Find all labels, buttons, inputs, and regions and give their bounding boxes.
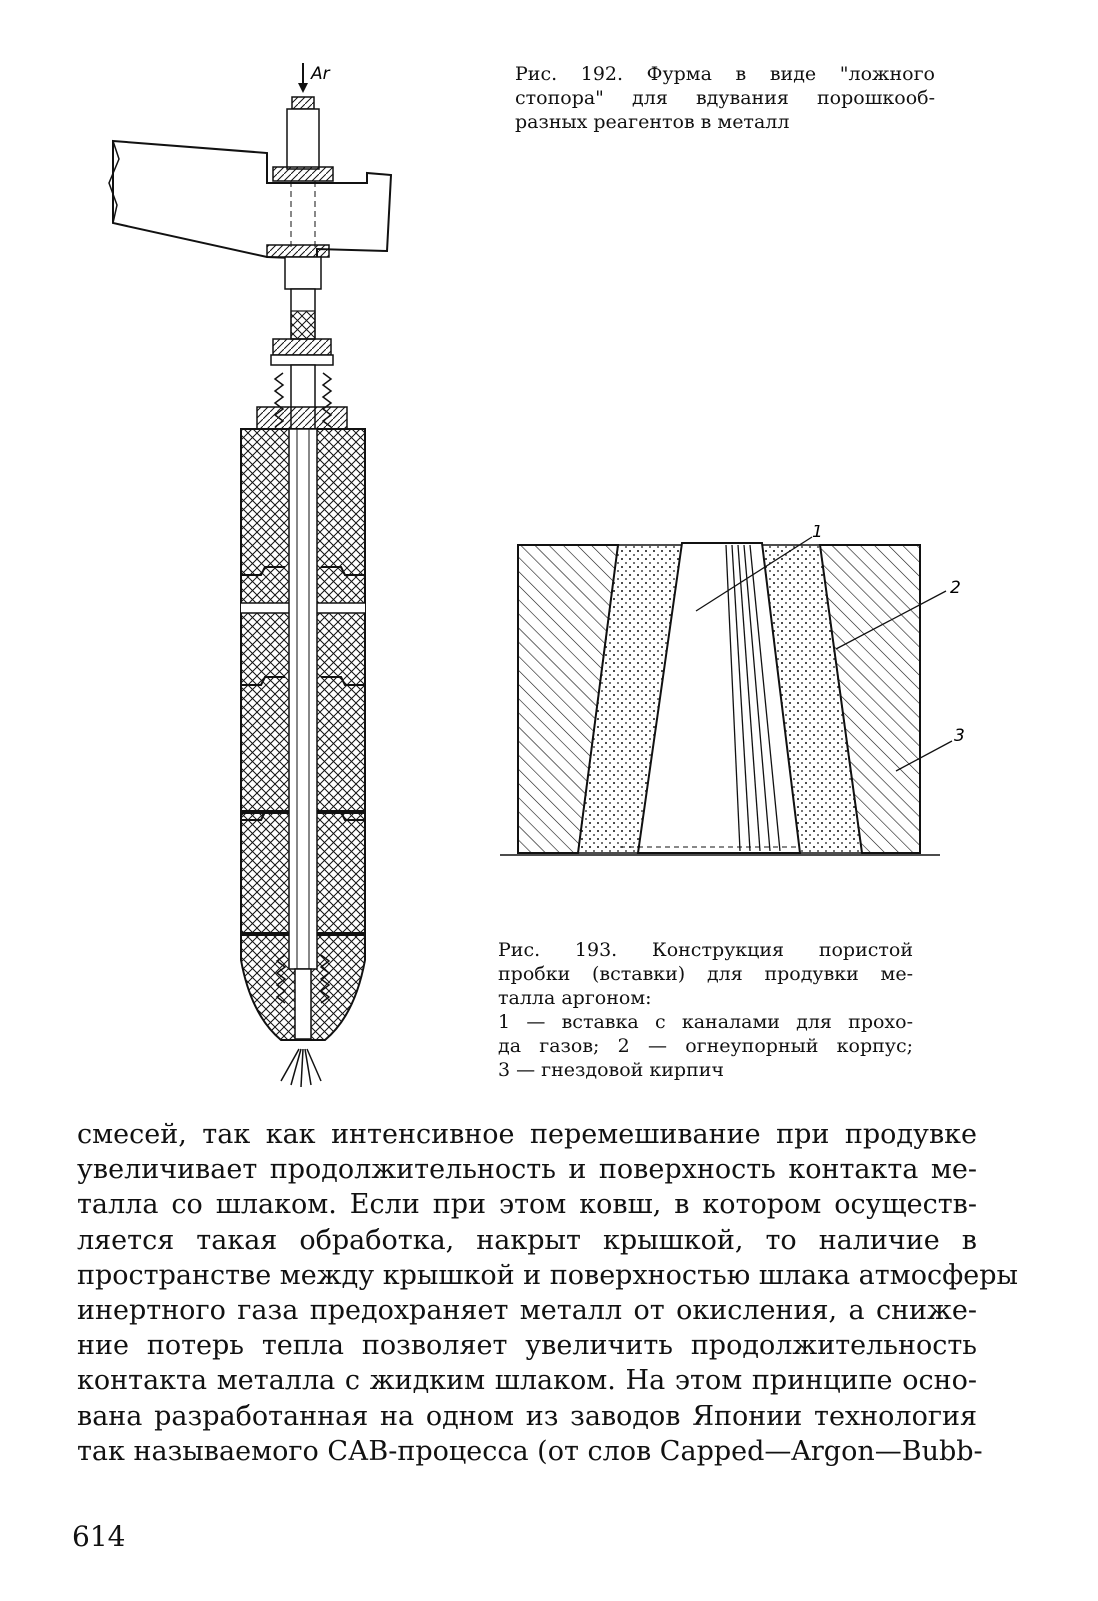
caption-line: пробки (вставки) для продувки ме- <box>498 963 913 985</box>
label-1: 1 <box>812 525 823 542</box>
figure-192-caption <box>515 62 935 134</box>
body-line: так называемого САВ-процесса (от слов Capped—Argon—Bubb- <box>77 1435 983 1467</box>
body-line: контакта металла с жидким шлаком. На этом принципе осно- <box>77 1365 977 1397</box>
body-line: талла со шлаком. Если при этом ковш, в котором осуществ- <box>77 1189 977 1221</box>
page-number: 614 <box>72 1520 126 1553</box>
label-3: 3 <box>954 726 965 746</box>
body-line: ние потерь тепла позволяет увеличить продолжительность <box>77 1330 977 1362</box>
caption-line: Рис. 193. Конструкция пористой <box>498 939 913 961</box>
caption-line: разных реагентов в металл <box>515 111 790 133</box>
body-line: ляется такая обработка, накрыт крышкой, то наличие в <box>77 1224 977 1256</box>
body-paragraph <box>77 1117 1018 1469</box>
body-line: вана разработанная на одном из заводов Японии технология <box>77 1400 977 1432</box>
body-line: пространстве между крышкой и поверхностью шлака атмосферы <box>77 1259 1018 1291</box>
figure-193-caption <box>498 938 913 1082</box>
body-line: инертного газа предохраняет металл от окисления, а сниже- <box>77 1295 977 1327</box>
caption-line: Рис. 192. Фурма в виде "ложного <box>515 63 935 85</box>
caption-line: талла аргоном: <box>498 987 652 1009</box>
caption-line: 3 — гнездовой кирпич <box>498 1059 724 1081</box>
figure-193-porous-plug-drawing <box>500 525 980 875</box>
figure-192-lance-drawing <box>95 55 405 1115</box>
caption-line: 1 — вставка с каналами для прохо- <box>498 1011 913 1033</box>
label-2: 2 <box>950 578 961 598</box>
body-line: увеличивает продолжительность и поверхность контакта ме- <box>77 1154 977 1186</box>
gas-label: Ar <box>311 64 330 84</box>
caption-line: да газов; 2 — огнеупорный корпус; <box>498 1035 913 1057</box>
caption-line: стопора" для вдувания порошкооб- <box>515 87 935 109</box>
body-line: смесей, так как интенсивное перемешивание при продувке <box>77 1119 977 1150</box>
